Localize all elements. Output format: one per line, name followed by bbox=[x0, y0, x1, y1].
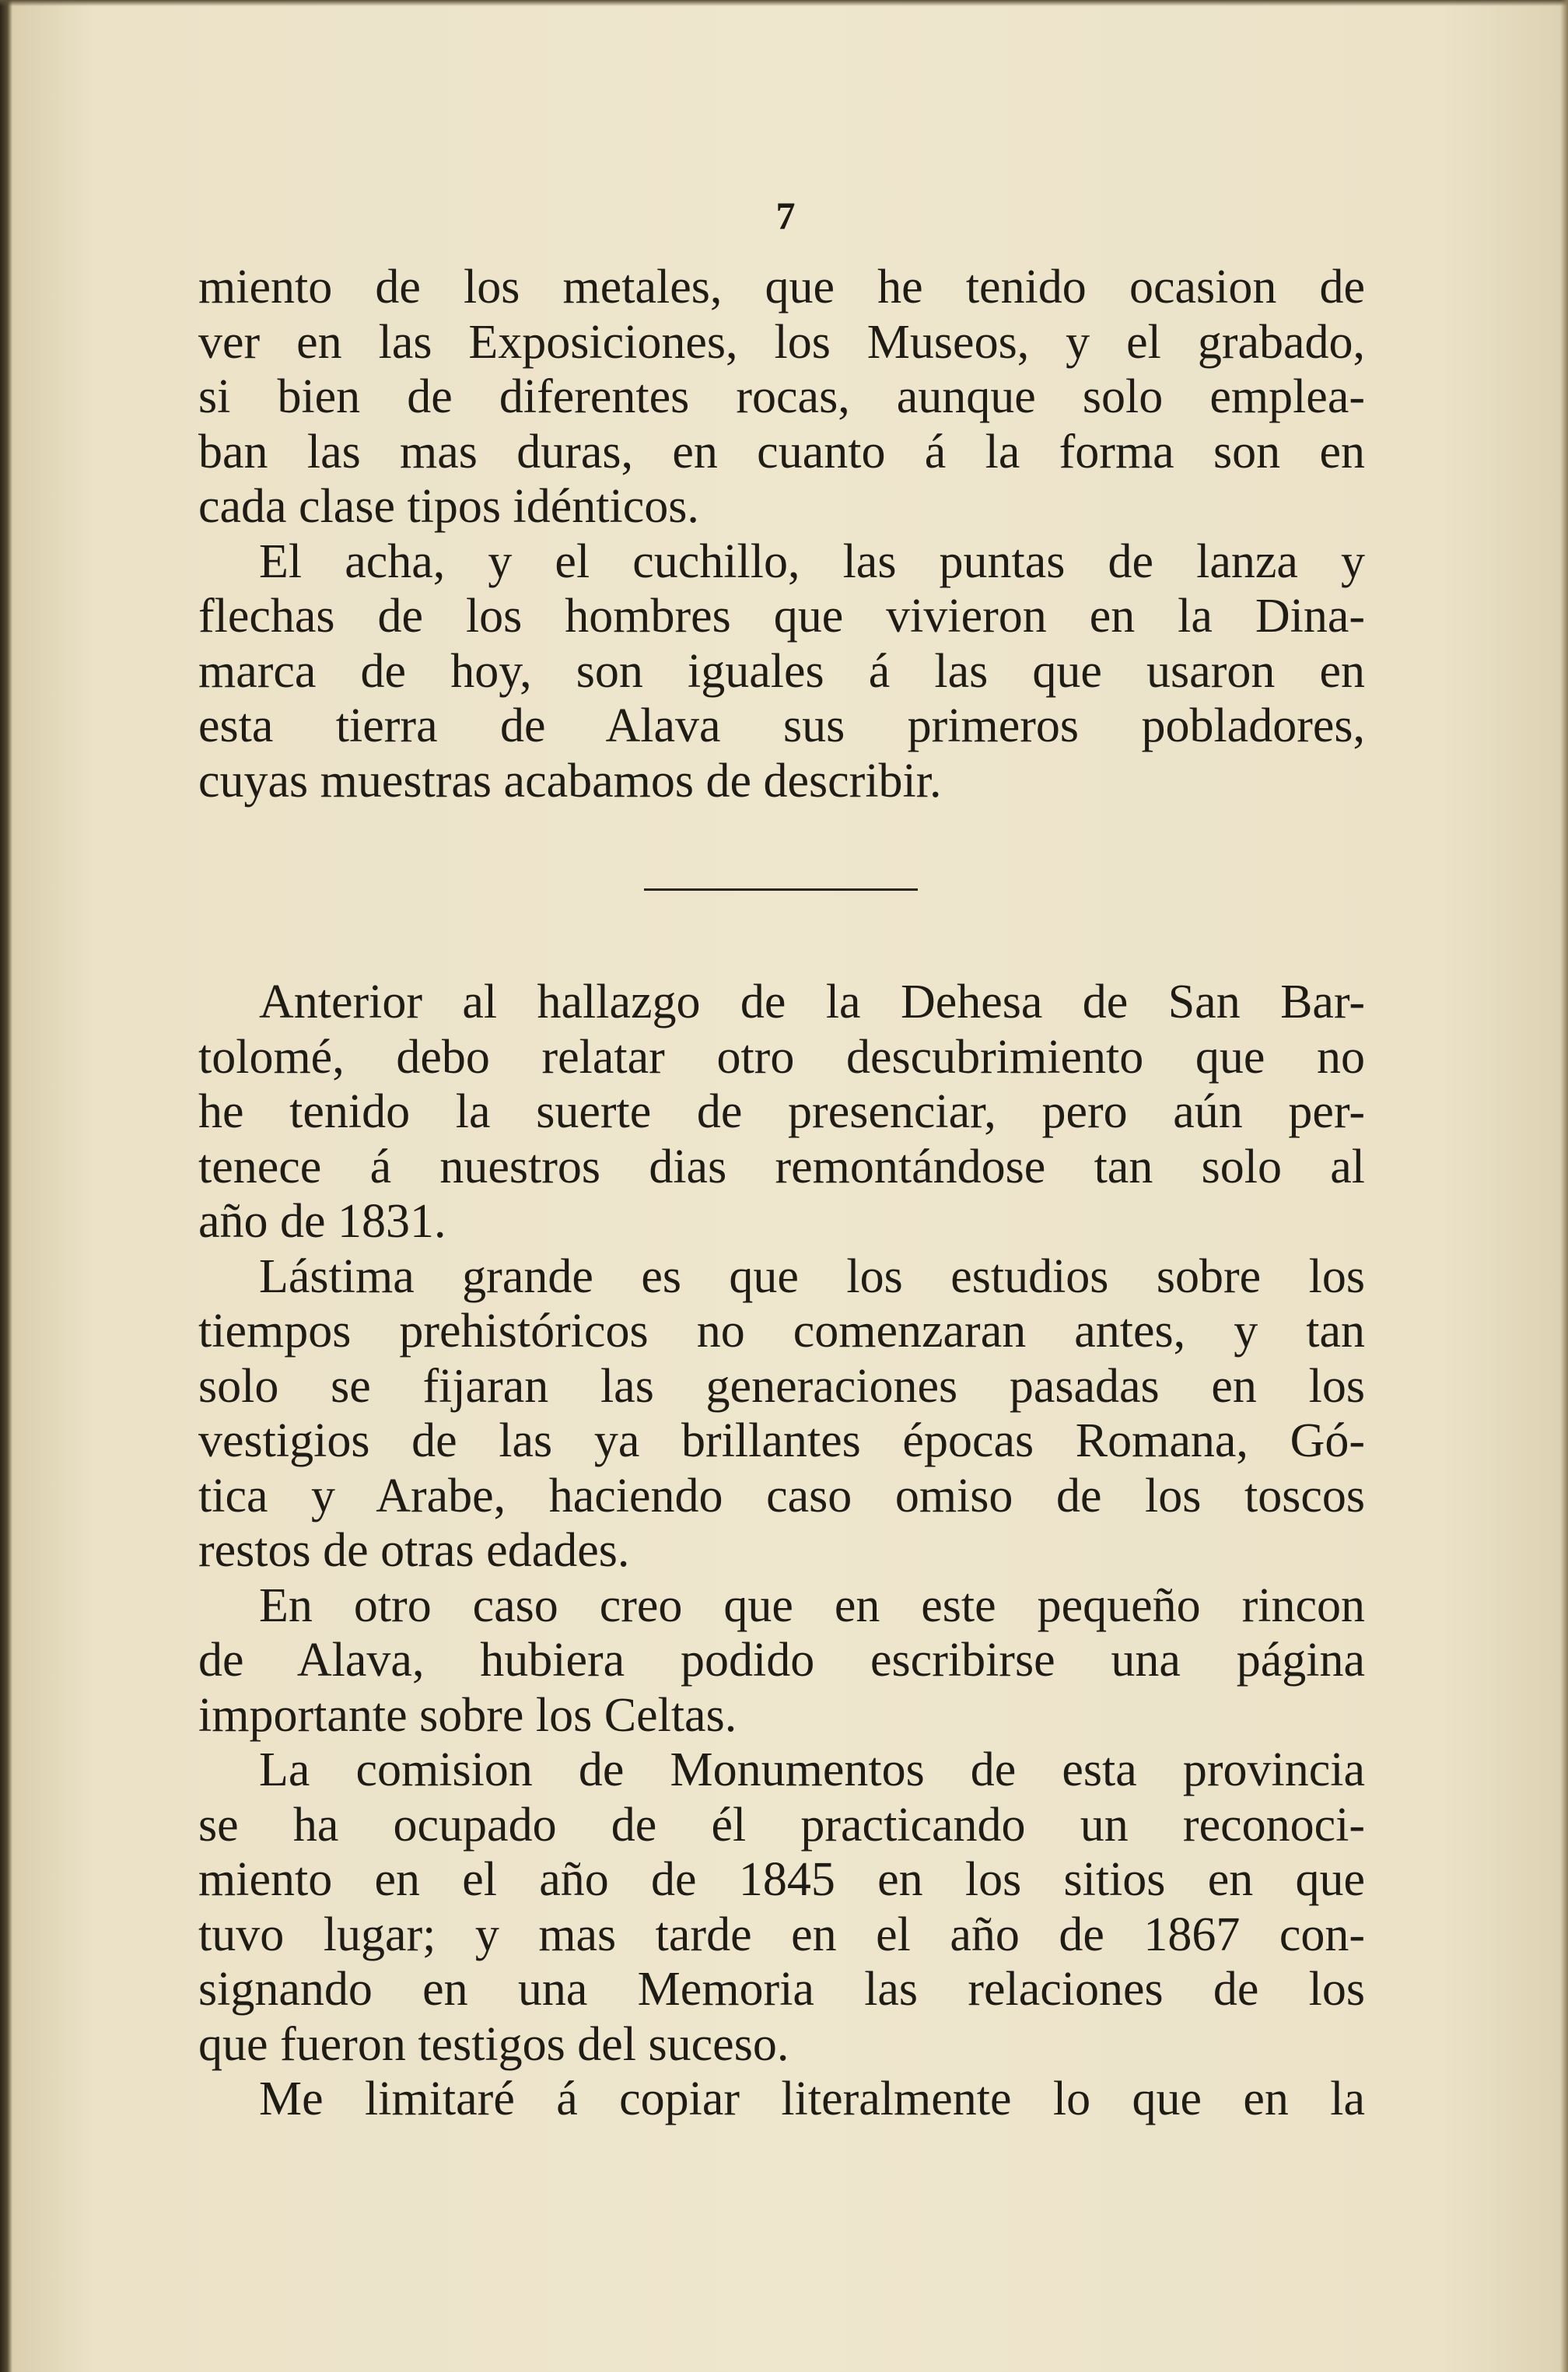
text-line: cuyas muestras acabamos de describir. bbox=[198, 754, 942, 808]
text-line: tuvo lugar; y mas tarde en el año de 1867 con- bbox=[198, 1908, 1365, 1961]
text-line: restos de otras edades. bbox=[198, 1524, 630, 1577]
text-line: tica y Arabe, haciendo caso omiso de los toscos bbox=[198, 1469, 1365, 1522]
text-line: vestigios de las ya brillantes épocas Romana, Gó- bbox=[198, 1414, 1365, 1467]
text-line: Lástima grande es que los estudios sobre los bbox=[259, 1249, 1365, 1303]
text-line: miento en el año de 1845 en los sitios en que bbox=[198, 1853, 1365, 1906]
text-line: Me limitaré á copiar literalmente lo que en la bbox=[259, 2072, 1365, 2125]
text-line: Anterior al hallazgo de la Dehesa de San Bar- bbox=[259, 976, 1365, 1028]
text-line: he tenido la suerte de presenciar, pero aún per- bbox=[198, 1085, 1365, 1138]
text-line: ban las mas duras, en cuanto á la forma son en bbox=[198, 425, 1365, 478]
text-line: signando en una Memoria las relaciones de los bbox=[198, 1963, 1365, 2016]
text-line: El acha, y el cuchillo, las puntas de lanza y bbox=[259, 534, 1365, 588]
text-line: se ha ocupado de él practicando un reconoci- bbox=[198, 1798, 1365, 1852]
text-line: miento de los metales, que he tenido ocasion de bbox=[198, 261, 1365, 314]
text-line: tenece á nuestros dias remontándose tan solo al bbox=[198, 1140, 1365, 1193]
text-line: cada clase tipos idénticos. bbox=[198, 480, 699, 533]
text-line: si bien de diferentes rocas, aunque solo emplea- bbox=[198, 370, 1365, 423]
text-line: La comision de Monumentos de esta provincia bbox=[259, 1743, 1365, 1796]
text-line: solo se fijaran las generaciones pasadas en los bbox=[198, 1359, 1365, 1413]
text-line: En otro caso creo que en este pequeño rincon bbox=[259, 1578, 1365, 1632]
text-line: importante sobre los Celtas. bbox=[198, 1688, 737, 1742]
section-divider bbox=[644, 888, 918, 891]
text-line: que fueron testigos del suceso. bbox=[198, 2017, 789, 2071]
text-section-2 bbox=[198, 975, 1365, 2127]
top-edge-shadow bbox=[0, 0, 1568, 6]
text-line: año de 1831. bbox=[198, 1195, 446, 1248]
text-line: esta tierra de Alava sus primeros pobladores, bbox=[198, 699, 1365, 752]
text-line: de Alava, hubiera podido escribirse una página bbox=[198, 1634, 1365, 1687]
text-section-1 bbox=[198, 260, 1365, 808]
text-line: marca de hoy, son iguales á las que usaron en bbox=[198, 644, 1365, 698]
right-edge-shadow bbox=[1560, 0, 1568, 2372]
page-number: 7 bbox=[775, 194, 796, 237]
text-line: tiempos prehistóricos no comenzaran antes, y tan bbox=[198, 1305, 1365, 1358]
text-line: flechas de los hombres que vivieron en la Dina- bbox=[198, 590, 1365, 643]
binding-edge bbox=[0, 0, 12, 2372]
text-line: ver en las Exposiciones, los Museos, y el grabado, bbox=[198, 315, 1365, 369]
text-line: tolomé, debo relatar otro descubrimiento que no bbox=[198, 1030, 1365, 1084]
